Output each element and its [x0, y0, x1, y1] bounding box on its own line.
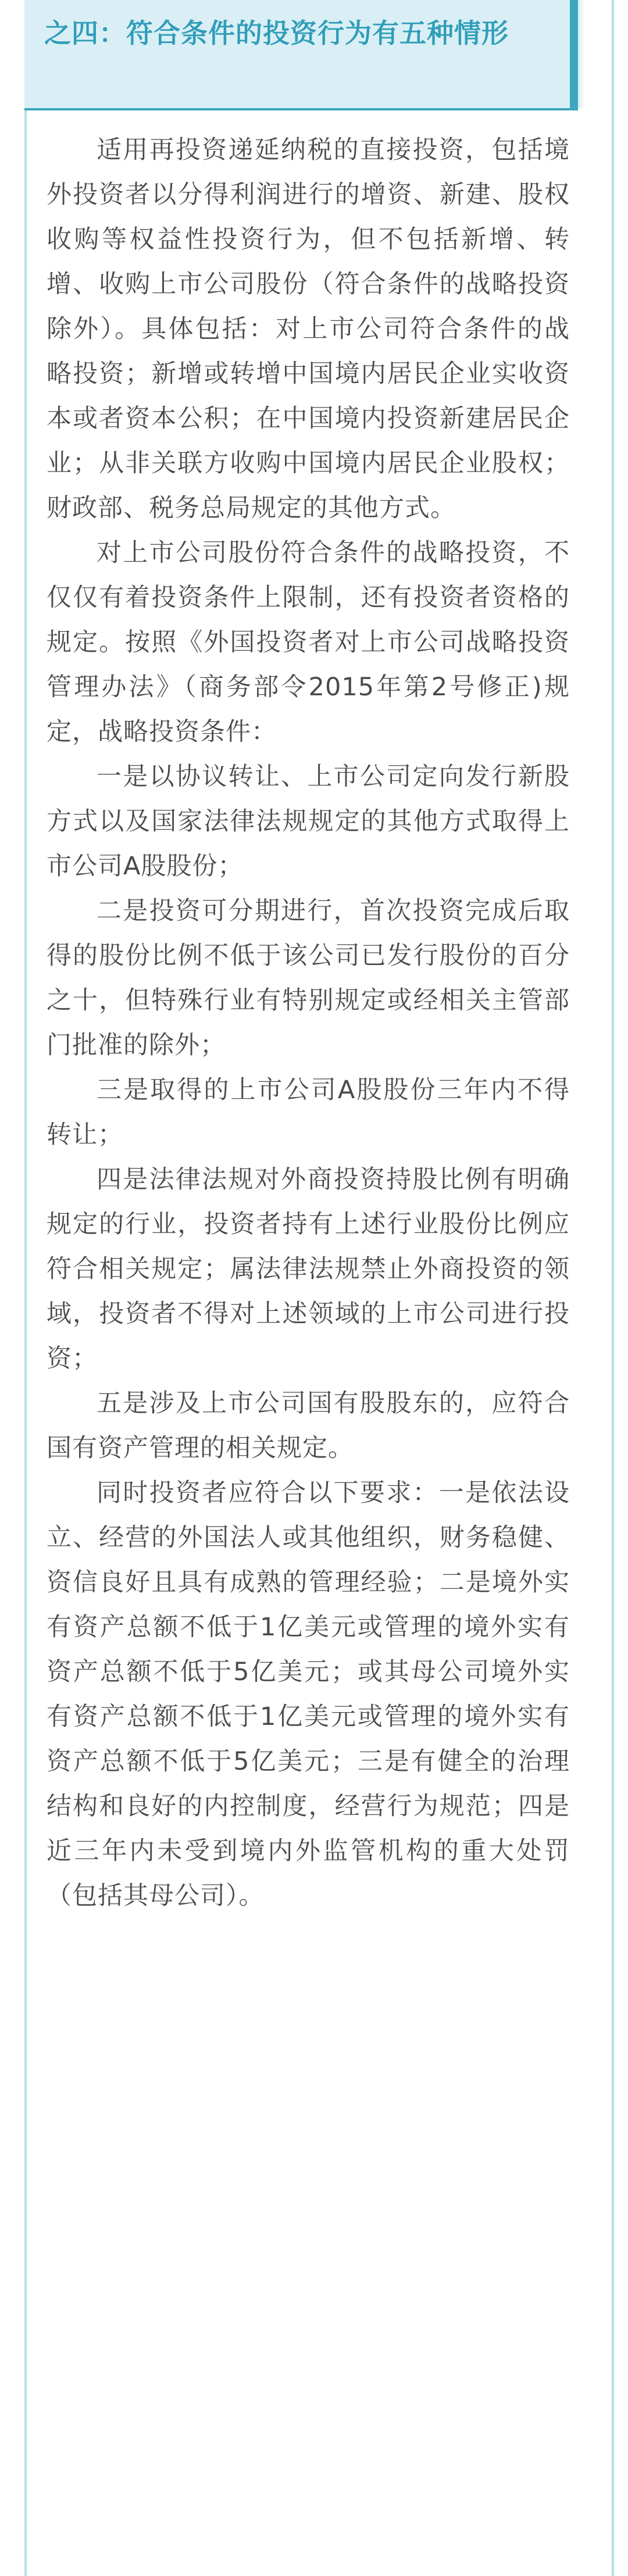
paragraph-direct-investment-scope: 适用再投资递延纳税的直接投资，包括境外投资者以分得利润进行的增资、新建、股权收购等权益性投资行为，但不包括新增、转增、收购上市公司股份（符合条件的战略投资除外）。具体包括：对上市公司符合条件的战略投资；新增或转增中国境内居民企业实收资本或者资本公积；在中国境内投资新建居民企业；从非关联方收购中国境内居民企业股权；财政部、税务总局规定的其他方式。	[47, 135, 570, 523]
article-body	[47, 128, 570, 1918]
paragraph-condition-1: 一是以协议转让、上市公司定向发行新股方式以及国家法律法规规定的其他方式取得上市公司A股股份；	[47, 762, 570, 881]
title-accent-shadow	[578, 0, 585, 108]
paragraph-condition-3: 三是取得的上市公司A股股份三年内不得转让；	[47, 1076, 570, 1149]
page-margin	[618, 0, 628, 2576]
paragraph-condition-2: 二是投资可分期进行，首次投资完成后取得的股份比例不低于该公司已发行股份的百分之十，但特殊行业有特别规定或经相关主管部门批准的除外；	[47, 896, 570, 1060]
paragraph-condition-4: 四是法律法规对外商投资持股比例有明确规定的行业，投资者持有上述行业股份比例应符合相关规定；属法律法规禁止外商投资的领域，投资者不得对上述领域的上市公司进行投资；	[47, 1165, 570, 1373]
paragraph-strategic-investment: 对上市公司股份符合条件的战略投资，不仅仅有着投资条件上限制，还有投资者资格的规定。按照《外国投资者对上市公司战略投资管理办法》（商务部令2015年第2号修正)规定，战略投资条件：	[47, 538, 570, 746]
title-underline	[24, 108, 578, 110]
title-accent-bar	[570, 0, 578, 108]
section-title: 之四：符合条件的投资行为有五种情形	[44, 17, 509, 49]
paragraph-condition-5: 五是涉及上市公司国有股股东的，应符合国有资产管理的相关规定。	[47, 1389, 570, 1463]
paragraph-investor-requirements: 同时投资者应符合以下要求：一是依法设立、经营的外国法人或其他组织，财务稳健、资信良好且具有成熟的管理经验；二是境外实有资产总额不低于1亿美元或管理的境外实有资产总额不低于5亿美元；或其母公司境外实有资产总额不低于1亿美元或管理的境外实有资产总额不低于5亿美元；三是有健全的治理结构和良好的内控制度，经营行为规范；四是近三年内未受到境内外监管机构的重大处罚（包括其母公司）。	[47, 1478, 570, 1910]
